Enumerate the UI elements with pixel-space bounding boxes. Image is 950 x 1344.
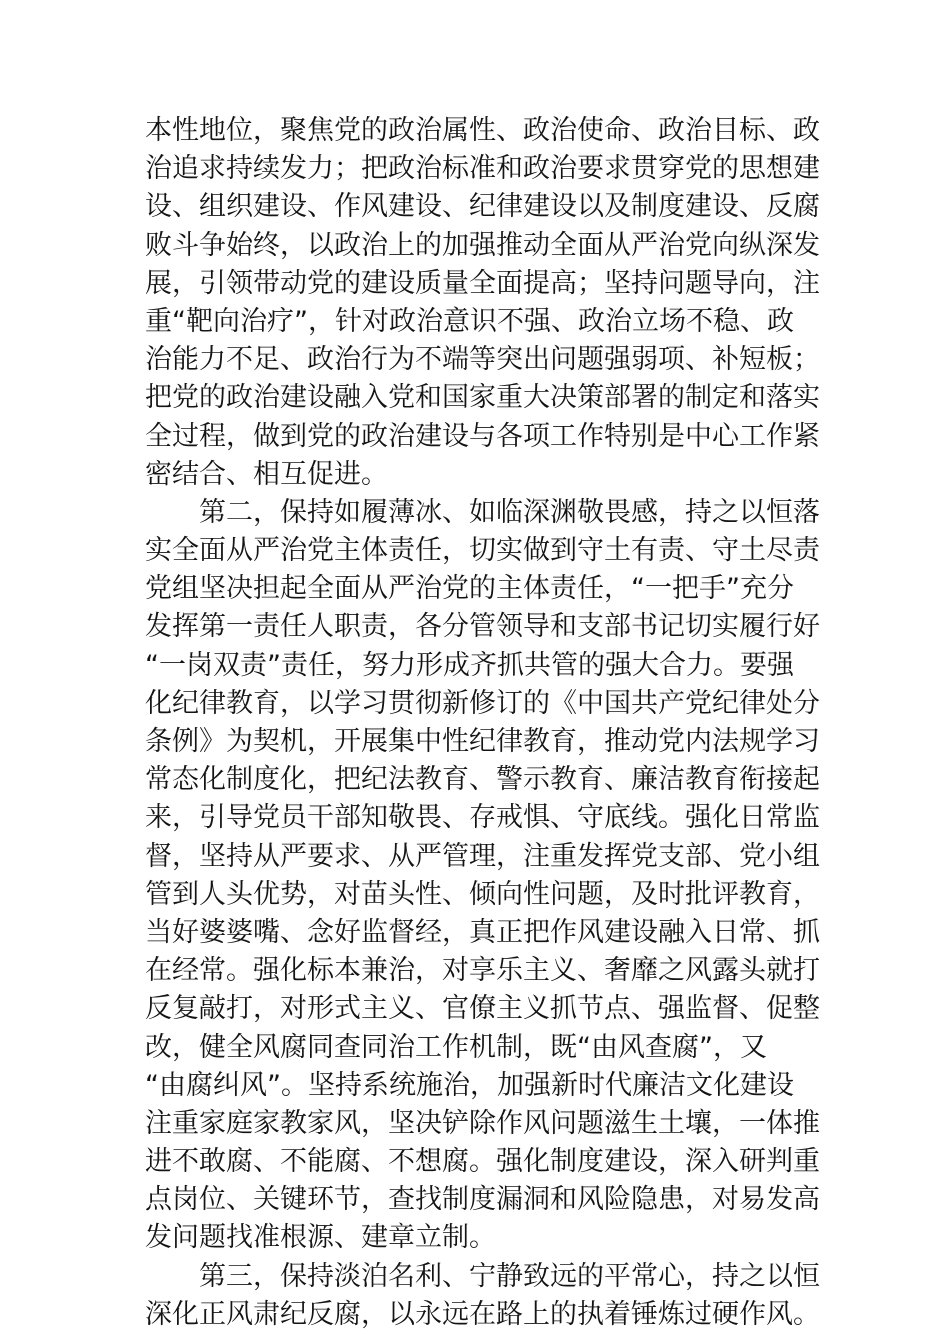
text-line: 当好婆婆嘴、念好监督经，真正把作风建设融入日常、抓: [145, 916, 820, 948]
text-line: 展，引领带动党的建设质量全面提高；坚持问题导向，注: [145, 267, 820, 299]
text-line: 实全面从严治党主体责任，切实做到守土有责、守土尽责: [145, 535, 820, 567]
text-line: 治能力不足、政治行为不端等突出问题强弱项、补短板；: [145, 344, 820, 376]
text-line: 注重家庭家教家风，坚决铲除作风问题滋生土壤，一体推: [145, 1107, 820, 1139]
text-line: 深化正风肃纪反腐，以永远在路上的执着锤炼过硬作风。: [145, 1298, 820, 1330]
paragraph-start-line: 第三，保持淡泊名利、宁静致远的平常心，持之以恒: [199, 1260, 820, 1292]
text-line: 密结合、相互促进。: [145, 458, 388, 490]
text-line: 败斗争始终，以政治上的加强推动全面从严治党向纵深发: [145, 229, 820, 261]
paragraph-start-line: 第二，保持如履薄冰、如临深渊敬畏感，持之以恒落: [199, 496, 820, 528]
text-line: “由腐纠风”。坚持系统施治，加强新时代廉洁文化建设: [145, 1069, 794, 1101]
text-line: 把党的政治建设融入党和国家重大决策部署的制定和落实: [145, 382, 820, 414]
text-line: 化纪律教育，以学习贯彻新修订的《中国共产党纪律处分: [145, 687, 820, 719]
text-line: 设、组织建设、作风建设、纪律建设以及制度建设、反腐: [145, 191, 820, 223]
text-line: 党组坚决担起全面从严治党的主体责任，“一把手”充分: [145, 573, 794, 605]
text-line: 管到人头优势，对苗头性、倾向性问题，及时批评教育，: [145, 878, 820, 910]
text-line: 条例》为契机，开展集中性纪律教育，推动党内法规学习: [145, 726, 820, 757]
text-line: 全过程，做到党的政治建设与各项工作特别是中心工作紧: [145, 420, 820, 452]
text-line: 本性地位，聚焦党的政治属性、政治使命、政治目标、政: [145, 115, 820, 146]
text-line: 发问题找准根源、建章立制。: [145, 1222, 496, 1254]
text-line: 督，坚持从严要求、从严管理，注重发挥党支部、党小组: [145, 840, 820, 872]
text-line: 常态化制度化，把纪法教育、警示教育、廉洁教育衔接起: [145, 764, 820, 796]
text-line: 在经常。强化标本兼治，对享乐主义、奢靡之风露头就打: [145, 955, 820, 987]
document-body: [145, 112, 820, 1334]
text-line: 反复敲打，对形式主义、官僚主义抓节点、强监督、促整: [145, 993, 820, 1025]
text-line: 发挥第一责任人职责，各分管领导和支部书记切实履行好: [145, 611, 820, 643]
text-line: 来，引导党员干部知敬畏、存戒惧、守底线。强化日常监: [145, 802, 820, 834]
text-line: “一岗双责”责任，努力形成齐抓共管的强大合力。要强: [145, 649, 794, 681]
text-line: 点岗位、关键环节，查找制度漏洞和风险隐患，对易发高: [145, 1184, 820, 1216]
text-line: 进不敢腐、不能腐、不想腐。强化制度建设，深入研判重: [145, 1146, 820, 1178]
text-line: 治追求持续发力；把政治标准和政治要求贯穿党的思想建: [145, 153, 820, 185]
text-line: 重“靶向治疗”，针对政治意识不强、政治立场不稳、政: [145, 305, 794, 337]
text-line: 改，健全风腐同查同治工作机制，既“由风查腐”，又: [145, 1031, 767, 1063]
